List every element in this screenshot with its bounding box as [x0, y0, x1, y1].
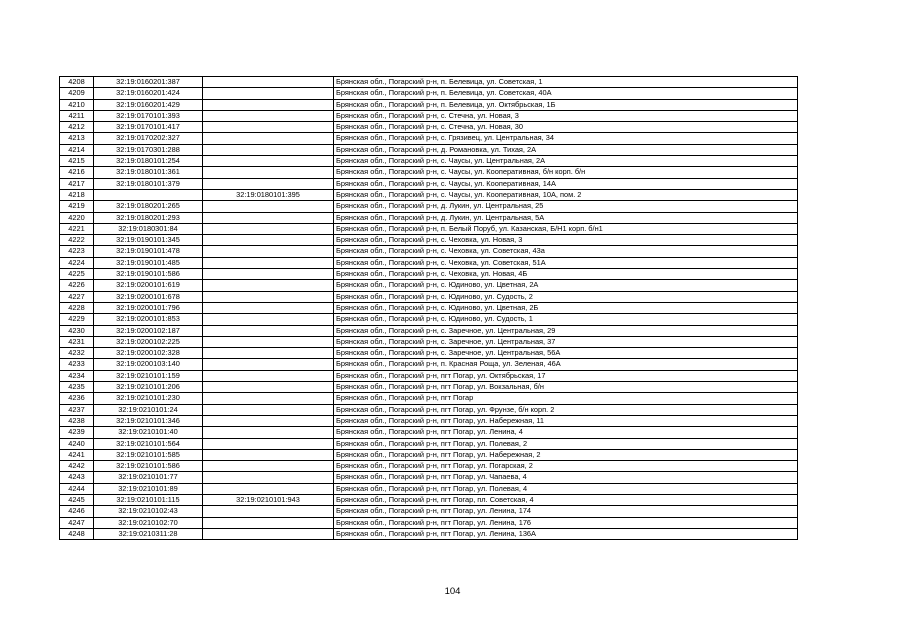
row-number-cell: 4230 — [60, 325, 94, 336]
related-cadastral-number-cell — [203, 517, 334, 528]
cadastral-number-cell: 32:19:0180101:379 — [94, 178, 203, 189]
row-number-cell: 4221 — [60, 223, 94, 234]
address-cell: Брянская обл., Погарский р-н, пгт Погар — [334, 393, 798, 404]
related-cadastral-number-cell — [203, 370, 334, 381]
related-cadastral-number-cell — [203, 99, 334, 110]
cadastral-number-cell: 32:19:0210101:159 — [94, 370, 203, 381]
cadastral-number-cell: 32:19:0200102:225 — [94, 336, 203, 347]
related-cadastral-number-cell — [203, 359, 334, 370]
table-row — [60, 223, 798, 234]
row-number-cell: 4220 — [60, 212, 94, 223]
row-number-cell: 4209 — [60, 88, 94, 99]
row-number-cell: 4238 — [60, 415, 94, 426]
table-row — [60, 517, 798, 528]
address-cell: Брянская обл., Погарский р-н, пгт Погар, ул. Фрунзе, б/н корп. 2 — [334, 404, 798, 415]
cadastral-number-cell: 32:19:0210102:43 — [94, 506, 203, 517]
address-cell: Брянская обл., Погарский р-н, с. Стечна, ул. Новая, 30 — [334, 122, 798, 133]
address-cell: Брянская обл., Погарский р-н, пгт Погар, ул. Чапаева, 4 — [334, 472, 798, 483]
row-number-cell: 4248 — [60, 528, 94, 539]
address-cell: Брянская обл., Погарский р-н, п. Белый Поруб, ул. Казанская, Б/Н1 корп. б/н1 — [334, 223, 798, 234]
row-number-cell: 4245 — [60, 494, 94, 505]
related-cadastral-number-cell — [203, 235, 334, 246]
row-number-cell: 4226 — [60, 280, 94, 291]
cadastral-number-cell: 32:19:0210101:24 — [94, 404, 203, 415]
related-cadastral-number-cell — [203, 257, 334, 268]
address-cell: Брянская обл., Погарский р-н, п. Красная Роща, ул. Зеленая, 46А — [334, 359, 798, 370]
address-cell: Брянская обл., Погарский р-н, с. Чеховка, ул. Новая, 3 — [334, 235, 798, 246]
row-number-cell: 4232 — [60, 348, 94, 359]
related-cadastral-number-cell — [203, 201, 334, 212]
related-cadastral-number-cell — [203, 212, 334, 223]
address-cell: Брянская обл., Погарский р-н, п. Белевица, ул. Советская, 40А — [334, 88, 798, 99]
table-row — [60, 88, 798, 99]
address-cell: Брянская обл., Погарский р-н, с. Юдиново, ул. Цветная, 2А — [334, 280, 798, 291]
cadastral-number-cell: 32:19:0160201:387 — [94, 77, 203, 88]
table-row — [60, 99, 798, 110]
cadastral-number-cell: 32:19:0200101:796 — [94, 302, 203, 313]
table-row — [60, 528, 798, 539]
related-cadastral-number-cell: 32:19:0210101:943 — [203, 494, 334, 505]
row-number-cell: 4213 — [60, 133, 94, 144]
related-cadastral-number-cell — [203, 348, 334, 359]
related-cadastral-number-cell — [203, 302, 334, 313]
address-cell: Брянская обл., Погарский р-н, п. Белевица, ул. Советская, 1 — [334, 77, 798, 88]
cadastral-number-cell — [94, 189, 203, 200]
page-number: 104 — [444, 586, 461, 597]
table-row — [60, 235, 798, 246]
address-cell: Брянская обл., Погарский р-н, д. Лукин, ул. Центральная, 25 — [334, 201, 798, 212]
cadastral-number-cell: 32:19:0210101:230 — [94, 393, 203, 404]
table-row — [60, 348, 798, 359]
cadastral-number-cell: 32:19:0210101:564 — [94, 438, 203, 449]
table-row — [60, 156, 798, 167]
table-row — [60, 370, 798, 381]
table-row — [60, 404, 798, 415]
address-cell: Брянская обл., Погарский р-н, с. Чеховка, ул. Советская, 43а — [334, 246, 798, 257]
cadastral-number-cell: 32:19:0200101:678 — [94, 291, 203, 302]
table-row — [60, 302, 798, 313]
table-row — [60, 77, 798, 88]
related-cadastral-number-cell — [203, 528, 334, 539]
related-cadastral-number-cell — [203, 415, 334, 426]
row-number-cell: 4244 — [60, 483, 94, 494]
cadastral-number-cell: 32:19:0210101:89 — [94, 483, 203, 494]
address-cell: Брянская обл., Погарский р-н, пгт Погар, ул. Полевая, 2 — [334, 438, 798, 449]
related-cadastral-number-cell — [203, 325, 334, 336]
address-cell: Брянская обл., Погарский р-н, с. Чаусы, ул. Кооперативная, 14А — [334, 178, 798, 189]
row-number-cell: 4246 — [60, 506, 94, 517]
related-cadastral-number-cell — [203, 427, 334, 438]
table-row — [60, 415, 798, 426]
related-cadastral-number-cell — [203, 110, 334, 121]
row-number-cell: 4208 — [60, 77, 94, 88]
table-row — [60, 438, 798, 449]
related-cadastral-number-cell — [203, 404, 334, 415]
registry-table-body — [60, 77, 798, 540]
row-number-cell: 4240 — [60, 438, 94, 449]
cadastral-number-cell: 32:19:0170301:288 — [94, 144, 203, 155]
address-cell: Брянская обл., Погарский р-н, пгт Погар, ул. Погарская, 2 — [334, 461, 798, 472]
cadastral-number-cell: 32:19:0180301:84 — [94, 223, 203, 234]
row-number-cell: 4243 — [60, 472, 94, 483]
row-number-cell: 4212 — [60, 122, 94, 133]
cadastral-number-cell: 32:19:0210101:206 — [94, 382, 203, 393]
table-row — [60, 382, 798, 393]
address-cell: Брянская обл., Погарский р-н, с. Чаусы, ул. Кооперативная, б/н корп. б/н — [334, 167, 798, 178]
related-cadastral-number-cell — [203, 280, 334, 291]
table-row — [60, 189, 798, 200]
table-row — [60, 359, 798, 370]
table-row — [60, 393, 798, 404]
row-number-cell: 4215 — [60, 156, 94, 167]
address-cell: Брянская обл., Погарский р-н, с. Юдиново, ул. Судость, 1 — [334, 314, 798, 325]
table-row — [60, 280, 798, 291]
row-number-cell: 4227 — [60, 291, 94, 302]
address-cell: Брянская обл., Погарский р-н, пгт Погар, ул. Вокзальная, б/н — [334, 382, 798, 393]
row-number-cell: 4242 — [60, 461, 94, 472]
table-row — [60, 257, 798, 268]
row-number-cell: 4210 — [60, 99, 94, 110]
related-cadastral-number-cell: 32:19:0180101:395 — [203, 189, 334, 200]
address-cell: Брянская обл., Погарский р-н, с. Заречное, ул. Центральная, 29 — [334, 325, 798, 336]
address-cell: Брянская обл., Погарский р-н, пгт Погар, ул. Набережная, 11 — [334, 415, 798, 426]
table-row — [60, 201, 798, 212]
table-row — [60, 449, 798, 460]
cadastral-number-cell: 32:19:0190101:345 — [94, 235, 203, 246]
row-number-cell: 4241 — [60, 449, 94, 460]
table-row — [60, 212, 798, 223]
address-cell: Брянская обл., Погарский р-н, с. Чаусы, ул. Центральная, 2А — [334, 156, 798, 167]
table-row — [60, 110, 798, 121]
row-number-cell: 4224 — [60, 257, 94, 268]
table-row — [60, 483, 798, 494]
cadastral-number-cell: 32:19:0160201:429 — [94, 99, 203, 110]
address-cell: Брянская обл., Погарский р-н, с. Чеховка, ул. Советская, 51А — [334, 257, 798, 268]
table-row — [60, 144, 798, 155]
cadastral-number-cell: 32:19:0190101:485 — [94, 257, 203, 268]
address-cell: Брянская обл., Погарский р-н, п. Белевица, ул. Октябрьская, 1Б — [334, 99, 798, 110]
row-number-cell: 4235 — [60, 382, 94, 393]
table-row — [60, 178, 798, 189]
address-cell: Брянская обл., Погарский р-н, пгт Погар, ул. Октябрьская, 17 — [334, 370, 798, 381]
row-number-cell: 4214 — [60, 144, 94, 155]
cadastral-number-cell: 32:19:0200102:328 — [94, 348, 203, 359]
registry-table — [59, 76, 798, 540]
cadastral-number-cell: 32:19:0170101:393 — [94, 110, 203, 121]
related-cadastral-number-cell — [203, 246, 334, 257]
row-number-cell: 4237 — [60, 404, 94, 415]
related-cadastral-number-cell — [203, 461, 334, 472]
table-row — [60, 167, 798, 178]
address-cell: Брянская обл., Погарский р-н, с. Чаусы, ул. Кооперативная, 10А, пом. 2 — [334, 189, 798, 200]
table-row — [60, 133, 798, 144]
row-number-cell: 4217 — [60, 178, 94, 189]
row-number-cell: 4216 — [60, 167, 94, 178]
cadastral-number-cell: 32:19:0200103:140 — [94, 359, 203, 370]
cadastral-number-cell: 32:19:0180201:265 — [94, 201, 203, 212]
address-cell: Брянская обл., Погарский р-н, с. Юдиново, ул. Судость, 2 — [334, 291, 798, 302]
table-row — [60, 461, 798, 472]
address-cell: Брянская обл., Погарский р-н, д. Романовка, ул. Тихая, 2А — [334, 144, 798, 155]
related-cadastral-number-cell — [203, 223, 334, 234]
related-cadastral-number-cell — [203, 269, 334, 280]
cadastral-number-cell: 32:19:0170101:417 — [94, 122, 203, 133]
cadastral-number-cell: 32:19:0210311:28 — [94, 528, 203, 539]
cadastral-number-cell: 32:19:0210101:40 — [94, 427, 203, 438]
table-row — [60, 122, 798, 133]
cadastral-number-cell: 32:19:0210101:115 — [94, 494, 203, 505]
related-cadastral-number-cell — [203, 483, 334, 494]
cadastral-number-cell: 32:19:0210102:70 — [94, 517, 203, 528]
table-row — [60, 494, 798, 505]
related-cadastral-number-cell — [203, 88, 334, 99]
related-cadastral-number-cell — [203, 382, 334, 393]
related-cadastral-number-cell — [203, 156, 334, 167]
cadastral-number-cell: 32:19:0190101:586 — [94, 269, 203, 280]
related-cadastral-number-cell — [203, 167, 334, 178]
related-cadastral-number-cell — [203, 314, 334, 325]
address-cell: Брянская обл., Погарский р-н, с. Юдиново, ул. Цветная, 2Б — [334, 302, 798, 313]
cadastral-number-cell: 32:19:0180201:293 — [94, 212, 203, 223]
related-cadastral-number-cell — [203, 178, 334, 189]
table-row — [60, 246, 798, 257]
row-number-cell: 4239 — [60, 427, 94, 438]
table-row — [60, 336, 798, 347]
related-cadastral-number-cell — [203, 122, 334, 133]
table-row — [60, 314, 798, 325]
address-cell: Брянская обл., Погарский р-н, пгт Погар, ул. Полевая, 4 — [334, 483, 798, 494]
cadastral-number-cell: 32:19:0210101:77 — [94, 472, 203, 483]
related-cadastral-number-cell — [203, 133, 334, 144]
row-number-cell: 4247 — [60, 517, 94, 528]
cadastral-number-cell: 32:19:0210101:346 — [94, 415, 203, 426]
row-number-cell: 4234 — [60, 370, 94, 381]
address-cell: Брянская обл., Погарский р-н, с. Чеховка, ул. Новая, 4Б — [334, 269, 798, 280]
table-row — [60, 427, 798, 438]
related-cadastral-number-cell — [203, 393, 334, 404]
row-number-cell: 4218 — [60, 189, 94, 200]
address-cell: Брянская обл., Погарский р-н, с. Заречное, ул. Центральная, 56А — [334, 348, 798, 359]
row-number-cell: 4219 — [60, 201, 94, 212]
address-cell: Брянская обл., Погарский р-н, пгт Погар, ул. Ленина, 136А — [334, 528, 798, 539]
row-number-cell: 4236 — [60, 393, 94, 404]
cadastral-number-cell: 32:19:0190101:478 — [94, 246, 203, 257]
cadastral-number-cell: 32:19:0210101:585 — [94, 449, 203, 460]
related-cadastral-number-cell — [203, 291, 334, 302]
address-cell: Брянская обл., Погарский р-н, пгт Погар, пл. Советская, 4 — [334, 494, 798, 505]
address-cell: Брянская обл., Погарский р-н, пгт Погар, ул. Ленина, 176 — [334, 517, 798, 528]
cadastral-number-cell: 32:19:0160201:424 — [94, 88, 203, 99]
cadastral-number-cell: 32:19:0200101:619 — [94, 280, 203, 291]
table-row — [60, 291, 798, 302]
related-cadastral-number-cell — [203, 506, 334, 517]
related-cadastral-number-cell — [203, 336, 334, 347]
cadastral-number-cell: 32:19:0180101:361 — [94, 167, 203, 178]
address-cell: Брянская обл., Погарский р-н, д. Лукин, ул. Центральная, 5А — [334, 212, 798, 223]
address-cell: Брянская обл., Погарский р-н, пгт Погар, ул. Ленина, 4 — [334, 427, 798, 438]
row-number-cell: 4233 — [60, 359, 94, 370]
table-row — [60, 325, 798, 336]
table-row — [60, 472, 798, 483]
row-number-cell: 4222 — [60, 235, 94, 246]
cadastral-number-cell: 32:19:0210101:586 — [94, 461, 203, 472]
related-cadastral-number-cell — [203, 438, 334, 449]
cadastral-number-cell: 32:19:0200102:187 — [94, 325, 203, 336]
cadastral-number-cell: 32:19:0200101:853 — [94, 314, 203, 325]
related-cadastral-number-cell — [203, 449, 334, 460]
row-number-cell: 4228 — [60, 302, 94, 313]
address-cell: Брянская обл., Погарский р-н, с. Грязивец, ул. Центральная, 34 — [334, 133, 798, 144]
cadastral-number-cell: 32:19:0170202:327 — [94, 133, 203, 144]
row-number-cell: 4225 — [60, 269, 94, 280]
row-number-cell: 4231 — [60, 336, 94, 347]
row-number-cell: 4211 — [60, 110, 94, 121]
table-row — [60, 506, 798, 517]
address-cell: Брянская обл., Погарский р-н, с. Заречное, ул. Центральная, 37 — [334, 336, 798, 347]
related-cadastral-number-cell — [203, 144, 334, 155]
address-cell: Брянская обл., Погарский р-н, с. Стечна, ул. Новая, 3 — [334, 110, 798, 121]
row-number-cell: 4223 — [60, 246, 94, 257]
cadastral-number-cell: 32:19:0180101:254 — [94, 156, 203, 167]
table-row — [60, 269, 798, 280]
address-cell: Брянская обл., Погарский р-н, пгт Погар, ул. Ленина, 174 — [334, 506, 798, 517]
address-cell: Брянская обл., Погарский р-н, пгт Погар, ул. Набережная, 2 — [334, 449, 798, 460]
row-number-cell: 4229 — [60, 314, 94, 325]
related-cadastral-number-cell — [203, 77, 334, 88]
related-cadastral-number-cell — [203, 472, 334, 483]
